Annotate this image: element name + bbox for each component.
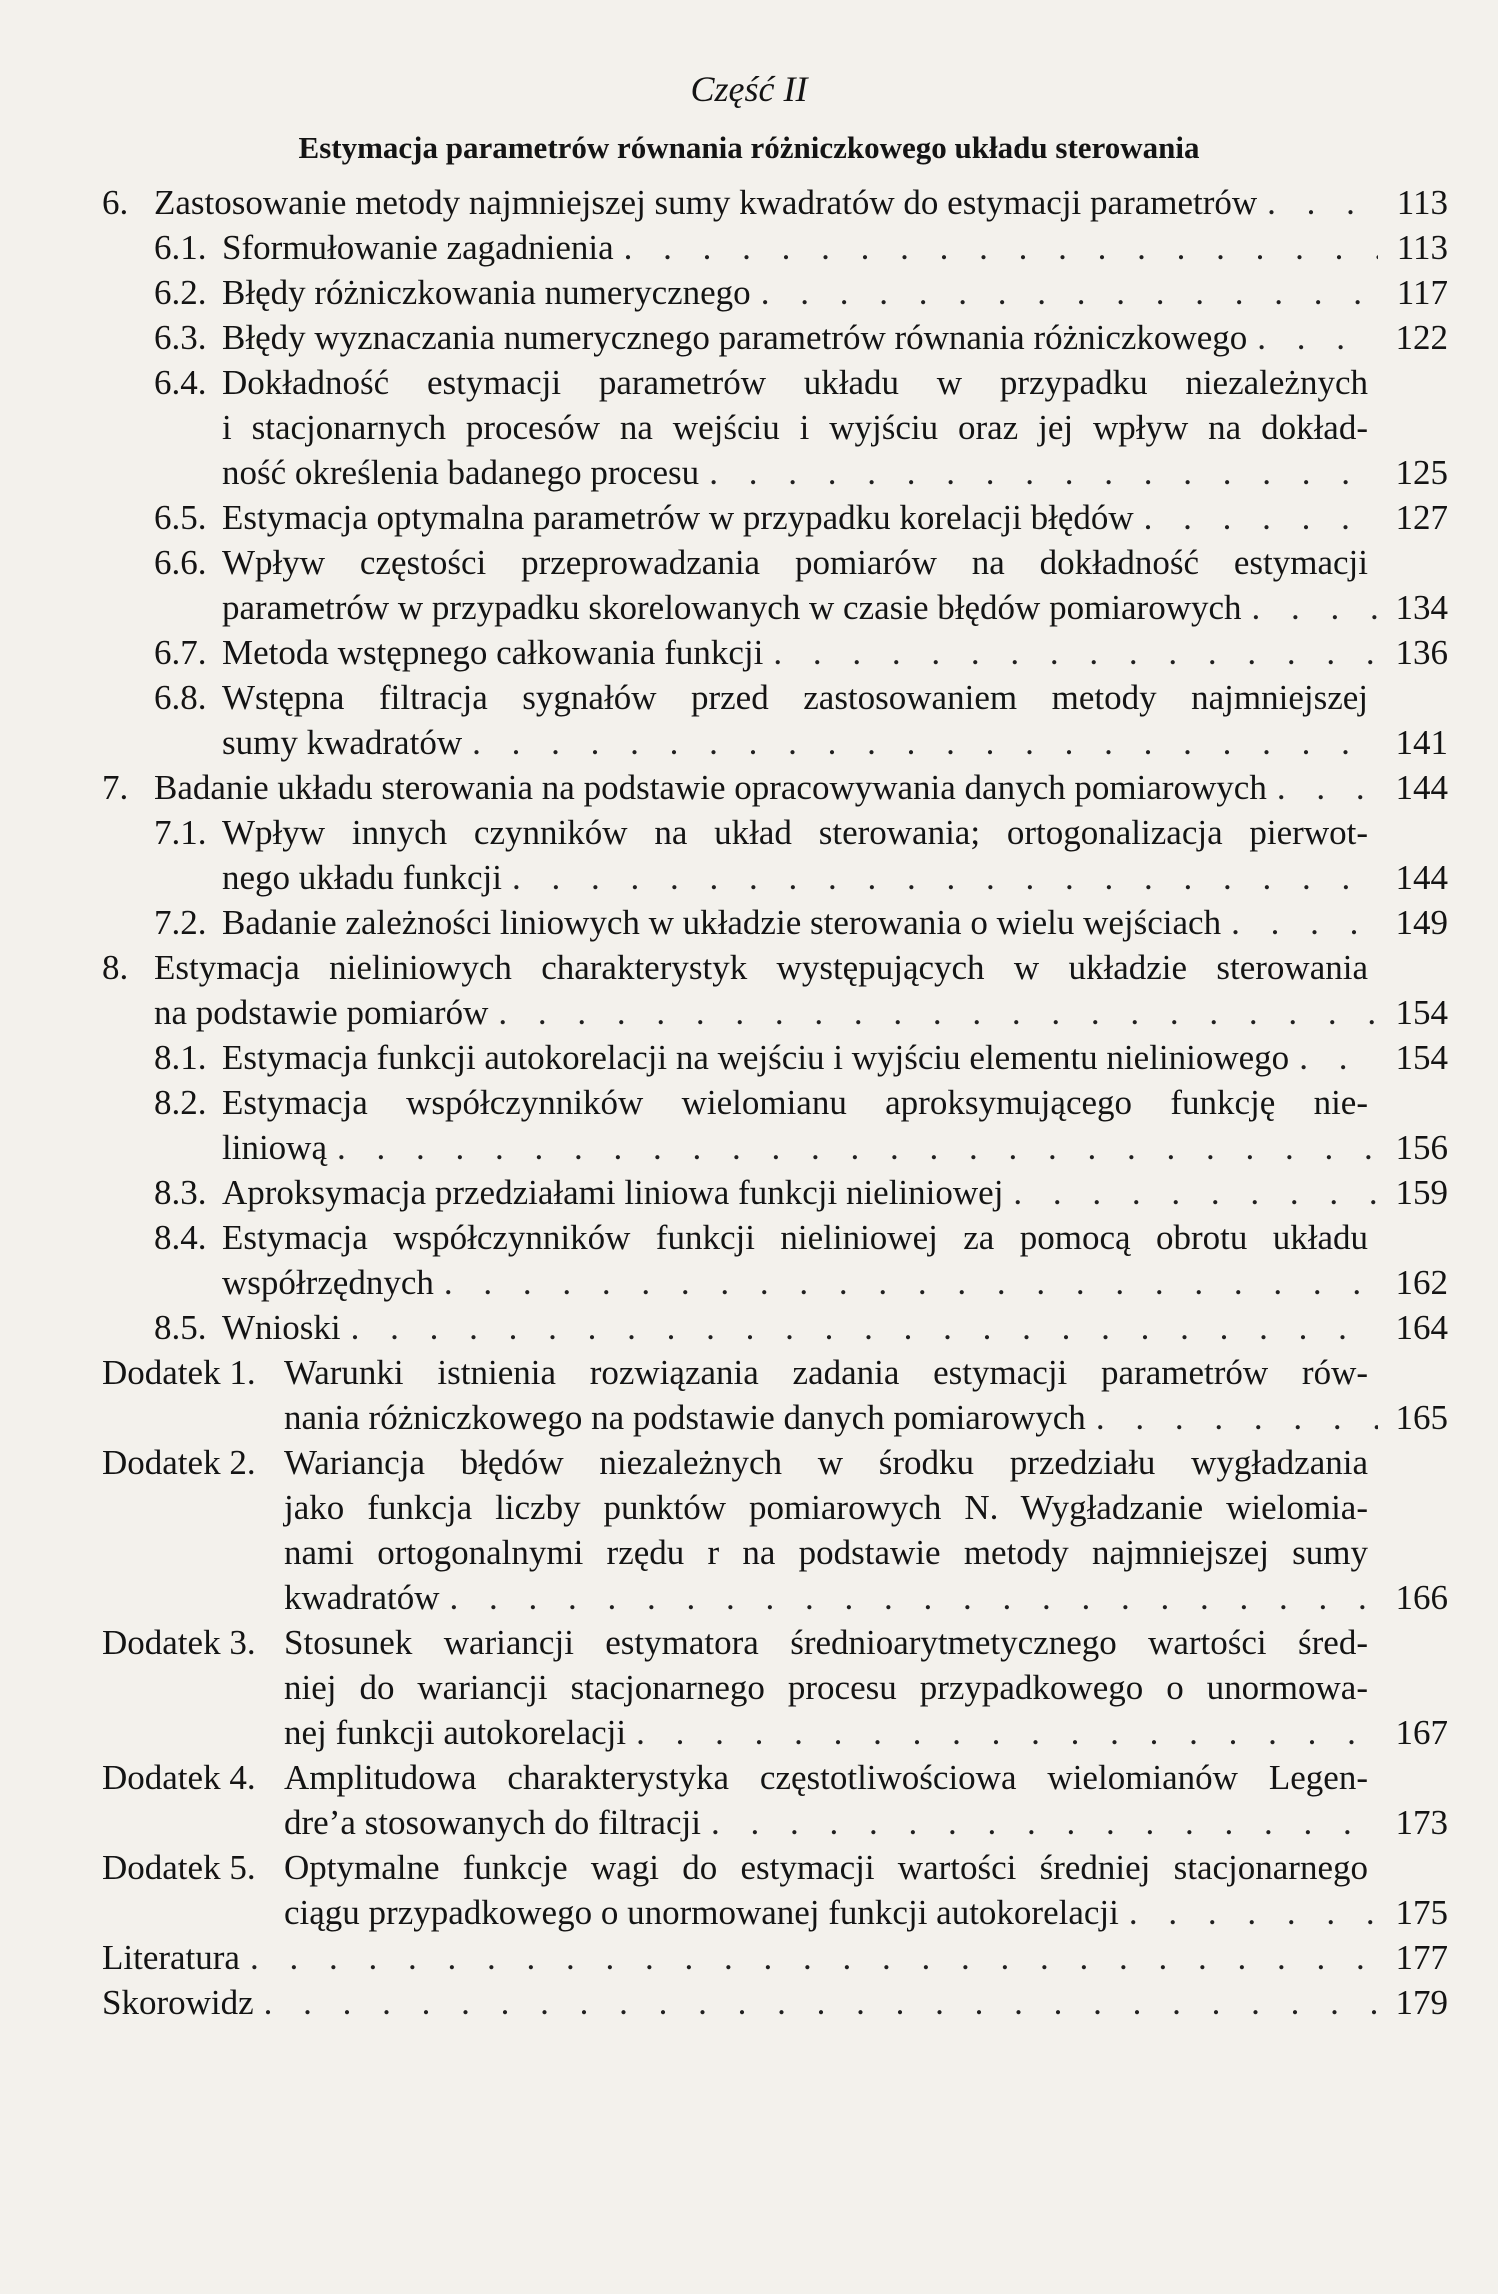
- toc-entry[interactable]: [0, 1980, 1498, 2025]
- leader-dots: [440, 1575, 1378, 1620]
- toc-entry[interactable]: [0, 630, 1498, 675]
- toc-entry-number: 6.5.: [154, 498, 207, 537]
- toc-entry-number: 6.1.: [154, 228, 207, 267]
- toc-entry-number: 6.4.: [154, 363, 207, 402]
- toc-entry-title: parametrów w przypadku skorelowanych w czasie błędów pomiarowych: [222, 588, 1242, 627]
- toc-entry[interactable]: [0, 900, 1498, 945]
- toc-entry-page: 122: [1395, 318, 1448, 357]
- toc-entry[interactable]: [0, 1080, 1498, 1170]
- toc-entry-number: 6.2.: [154, 273, 207, 312]
- toc-entry[interactable]: [0, 1845, 1498, 1935]
- leader-dots: [626, 1710, 1378, 1755]
- toc-entry-title-line: Wpływ częstości przeprowadzania pomiarów na dokładność estymacji: [222, 543, 1368, 582]
- toc-entry-title: nania różniczkowego na podstawie danych pomiarowych: [284, 1398, 1086, 1437]
- toc-entry[interactable]: [0, 1170, 1498, 1215]
- leader-dots: [614, 225, 1378, 270]
- toc-entry[interactable]: [0, 1215, 1498, 1305]
- toc-entry-title: Badanie układu sterowania na podstawie opracowywania danych pomiarowych: [154, 768, 1267, 807]
- toc-entry-number: 8.1.: [154, 1038, 207, 1077]
- toc-entry-title-line: jako funkcja liczby punktów pomiarowych N. Wygładzanie wielomia-: [284, 1488, 1368, 1527]
- toc-entry-page: 173: [1395, 1803, 1448, 1842]
- toc-entry[interactable]: [0, 765, 1498, 810]
- toc-entry-number: Dodatek 1.: [102, 1353, 256, 1392]
- toc-entry-number: Dodatek 4.: [102, 1758, 256, 1797]
- toc-entry-title: Błędy różniczkowania numerycznego: [222, 273, 751, 312]
- part-subtitle: Estymacja parametrów równania różniczkowego układu sterowania: [298, 130, 1200, 165]
- toc-entry-title-line: Estymacja nieliniowych charakterystyk występujących w układzie sterowania: [154, 948, 1368, 987]
- leader-dots: [763, 630, 1378, 675]
- toc-entry-number: Dodatek 3.: [102, 1623, 256, 1662]
- toc-entry-number: 8.4.: [154, 1218, 207, 1257]
- toc-entry-page: 167: [1395, 1713, 1448, 1752]
- toc-entry-page: 156: [1395, 1128, 1448, 1167]
- toc-entry-title-line: Dokładność estymacji parametrów układu w przypadku niezależnych: [222, 363, 1368, 402]
- toc-entry-title: Wnioski: [222, 1308, 341, 1347]
- leader-dots: [699, 450, 1378, 495]
- toc-entry-page: 136: [1395, 633, 1448, 672]
- toc-entry-title: Błędy wyznaczania numerycznego parametrów równania różniczkowego: [222, 318, 1248, 357]
- toc-entry-title: Estymacja optymalna parametrów w przypadku korelacji błędów: [222, 498, 1134, 537]
- leader-dots: [701, 1800, 1378, 1845]
- toc-entry[interactable]: [0, 1035, 1498, 1080]
- toc-entry-page: 144: [1395, 858, 1448, 897]
- toc-entry[interactable]: [0, 270, 1498, 315]
- toc-entry-title: sumy kwadratów: [222, 723, 463, 762]
- toc-entry-number: 6.6.: [154, 543, 207, 582]
- leader-dots: [240, 1935, 1378, 1980]
- toc-entry-page: 134: [1395, 588, 1448, 627]
- leader-dots: [1242, 585, 1378, 630]
- toc-entry[interactable]: [0, 810, 1498, 900]
- toc-entry-page: 117: [1396, 273, 1448, 312]
- leader-dots: [488, 990, 1378, 1035]
- toc-entry-title: współrzędnych: [222, 1263, 434, 1302]
- leader-dots: [1003, 1170, 1378, 1215]
- toc-entry-page: 144: [1395, 768, 1448, 807]
- leader-dots: [1134, 495, 1378, 540]
- toc-entry-title: ność określenia badanego procesu: [222, 453, 700, 492]
- toc-entry-number: 8.: [102, 948, 129, 987]
- leader-dots: [1267, 765, 1378, 810]
- leader-dots: [1257, 180, 1378, 225]
- toc-entry-page: 113: [1396, 183, 1448, 222]
- toc-entry-title: dre’a stosowanych do filtracji: [284, 1803, 701, 1842]
- leader-dots: [434, 1260, 1378, 1305]
- toc-entry[interactable]: [0, 180, 1498, 225]
- toc-entry-page: 166: [1395, 1578, 1448, 1617]
- leader-dots: [1247, 315, 1378, 360]
- toc-entry-title: Skorowidz: [102, 1983, 254, 2022]
- toc-entry-number: 8.3.: [154, 1173, 207, 1212]
- toc-entry-number: 8.2.: [154, 1083, 207, 1122]
- toc-entry[interactable]: [0, 495, 1498, 540]
- toc-entry-title-line: Wpływ innych czynników na układ sterowania; ortogonalizacja pierwot-: [222, 813, 1368, 852]
- toc-entry-page: 154: [1395, 993, 1448, 1032]
- toc-entry-number: Dodatek 2.: [102, 1443, 256, 1482]
- toc-entry-title: Sformułowanie zagadnienia: [222, 228, 614, 267]
- toc-entry-page: 154: [1395, 1038, 1448, 1077]
- toc-entry-title-line: Wariancja błędów niezależnych w środku przedziału wygładzania: [284, 1443, 1368, 1482]
- toc-entry[interactable]: [0, 1350, 1498, 1440]
- toc-entry-title-line: niej do wariancji stacjonarnego procesu przypadkowego o unormowa-: [284, 1668, 1368, 1707]
- toc-entry-page: 175: [1395, 1893, 1448, 1932]
- toc-entry[interactable]: [0, 360, 1498, 495]
- leader-dots: [502, 855, 1378, 900]
- toc-entry-page: 149: [1395, 903, 1448, 942]
- toc-entry-page: 159: [1395, 1173, 1448, 1212]
- toc-entry-number: 7.: [102, 768, 129, 807]
- toc-entry-title: nego układu funkcji: [222, 858, 502, 897]
- toc-entry-title: liniową: [222, 1128, 327, 1167]
- toc-entry-title-line: Estymacja współczynników funkcji nieliniowej za pomocą obrotu układu: [222, 1218, 1368, 1257]
- toc-entry-page: 177: [1395, 1938, 1448, 1977]
- toc-entry[interactable]: [0, 315, 1498, 360]
- toc-entry[interactable]: [0, 1935, 1498, 1980]
- toc-entry-title-line: Amplitudowa charakterystyka częstotliwościowa wielomianów Legen-: [284, 1758, 1368, 1797]
- toc-entry-title: Aproksymacja przedziałami liniowa funkcji nieliniowej: [222, 1173, 1004, 1212]
- toc-entry[interactable]: [0, 1620, 1498, 1755]
- leader-dots: [462, 720, 1378, 765]
- toc-entry[interactable]: [0, 675, 1498, 765]
- toc-entry-number: 6.3.: [154, 318, 207, 357]
- toc-entry-page: 127: [1395, 498, 1448, 537]
- toc-entry-title-line: Wstępna filtracja sygnałów przed zastosowaniem metody najmniejszej: [222, 678, 1368, 717]
- toc-entry-title: kwadratów: [284, 1578, 440, 1617]
- leader-dots: [1289, 1035, 1378, 1080]
- toc-entry[interactable]: [0, 1305, 1498, 1350]
- toc-entry-page: 141: [1395, 723, 1448, 762]
- toc-entry[interactable]: [0, 945, 1498, 1035]
- toc-entry-number: 6.8.: [154, 678, 207, 717]
- toc-entry-title: Metoda wstępnego całkowania funkcji: [222, 633, 764, 672]
- toc-entry-page: 162: [1395, 1263, 1448, 1302]
- toc-entry-title-line: i stacjonarnych procesów na wejściu i wyjściu oraz jej wpływ na dokład-: [222, 408, 1368, 447]
- toc-entry-title: Literatura: [102, 1938, 240, 1977]
- toc-entry[interactable]: [0, 225, 1498, 270]
- leader-dots: [1086, 1395, 1378, 1440]
- part-title: Część II: [690, 69, 808, 109]
- toc-entry-page: 164: [1395, 1308, 1448, 1347]
- toc-entry-title: Estymacja funkcji autokorelacji na wejściu i wyjściu elementu nieliniowego: [222, 1038, 1290, 1077]
- leader-dots: [751, 270, 1378, 315]
- toc-entry[interactable]: [0, 1755, 1498, 1845]
- toc-entry-page: 113: [1396, 228, 1448, 267]
- toc-entry-title: ciągu przypadkowego o unormowanej funkcji autokorelacji: [284, 1893, 1119, 1932]
- toc-entry-number: 8.5.: [154, 1308, 207, 1347]
- toc-entry[interactable]: [0, 1440, 1498, 1620]
- toc-entry-number: 7.2.: [154, 903, 207, 942]
- leader-dots: [1221, 900, 1378, 945]
- toc-entry-number: 6.7.: [154, 633, 207, 672]
- toc-entry-title-line: Optymalne funkcje wagi do estymacji wartości średniej stacjonarnego: [284, 1848, 1368, 1887]
- toc-entry-title: Badanie zależności liniowych w układzie sterowania o wielu wejściach: [222, 903, 1222, 942]
- toc-entry-number: 7.1.: [154, 813, 207, 852]
- toc-entry-title-line: Estymacja współczynników wielomianu aproksymującego funkcję nie-: [222, 1083, 1368, 1122]
- toc-entry-page: 125: [1395, 453, 1448, 492]
- toc-entry-title: na podstawie pomiarów: [154, 993, 489, 1032]
- toc-entry[interactable]: [0, 540, 1498, 630]
- toc-entry-title-line: Stosunek wariancji estymatora średnioarytmetycznego wartości śred-: [284, 1623, 1368, 1662]
- toc-entry-page: 179: [1395, 1983, 1448, 2022]
- toc-entry-title: nej funkcji autokorelacji: [284, 1713, 627, 1752]
- toc-entry-title-line: Warunki istnienia rozwiązania zadania estymacji parametrów rów-: [284, 1353, 1368, 1392]
- toc-entry-title-line: nami ortogonalnymi rzędu r na podstawie metody najmniejszej sumy: [284, 1533, 1368, 1572]
- leader-dots: [327, 1125, 1378, 1170]
- leader-dots: [341, 1305, 1378, 1350]
- leader-dots: [254, 1980, 1378, 2025]
- table-of-contents: [0, 180, 1498, 2025]
- toc-entry-number: 6.: [102, 183, 129, 222]
- leader-dots: [1119, 1890, 1378, 1935]
- toc-entry-page: 165: [1395, 1398, 1448, 1437]
- toc-entry-title: Zastosowanie metody najmniejszej sumy kwadratów do estymacji parametrów: [154, 183, 1258, 222]
- toc-entry-number: Dodatek 5.: [102, 1848, 256, 1887]
